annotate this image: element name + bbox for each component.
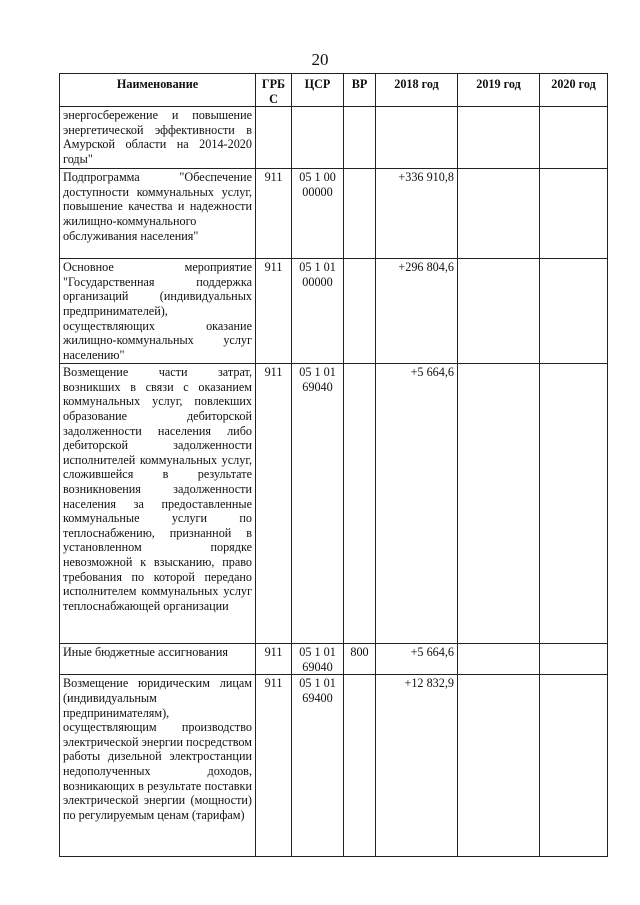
header-csr: ЦСР bbox=[292, 74, 344, 107]
header-name: Наименование bbox=[60, 74, 256, 107]
page-number: 20 bbox=[311, 50, 329, 69]
row-2020 bbox=[540, 364, 608, 644]
row-name: Основное мероприятие "Государственная поддержка организаций (индивидуальных предпринимателей), осуществляющих оказание жилищно-коммунальных услуг населению" bbox=[60, 259, 256, 364]
row-grbs: 911 bbox=[256, 644, 292, 675]
row-grbs: 911 bbox=[256, 675, 292, 857]
row-2019 bbox=[458, 675, 540, 857]
row-name: Подпрограмма "Обеспечение доступности коммунальных услуг, повышение качества и надежности жилищно-коммунального обслуживания населения" bbox=[60, 169, 256, 259]
table-header-row bbox=[60, 74, 608, 107]
row-2020 bbox=[540, 169, 608, 259]
row-2018: +296 804,6 bbox=[376, 259, 458, 364]
row-name: Возмещение части затрат, возникших в связи с оказанием коммунальных услуг, повлекших образование дебиторской задолженности населения либо дебиторской задолженности исполнителей коммунальных услуг, сложившейся в результате возникновения задолженности населения за предоставленные коммунальные услуги по теплоснабжению, признанной в установленном порядке невозможной к взысканию, право требования по которой передано исполнителем коммунальных услуг теплоснабжающей организации bbox=[60, 364, 256, 644]
row-2019 bbox=[458, 364, 540, 644]
row-2020 bbox=[540, 259, 608, 364]
row-2018 bbox=[376, 107, 458, 169]
row-2018: +336 910,8 bbox=[376, 169, 458, 259]
header-2018: 2018 год bbox=[376, 74, 458, 107]
row-grbs bbox=[256, 107, 292, 169]
row-csr: 05 1 00 00000 bbox=[292, 169, 344, 259]
row-2018: +5 664,6 bbox=[376, 364, 458, 644]
row-vr bbox=[344, 107, 376, 169]
row-2018: +5 664,6 bbox=[376, 644, 458, 675]
table-row bbox=[60, 675, 608, 857]
table-row bbox=[60, 259, 608, 364]
row-csr: 05 1 01 69040 bbox=[292, 364, 344, 644]
budget-table bbox=[59, 73, 608, 857]
row-2020 bbox=[540, 107, 608, 169]
row-grbs: 911 bbox=[256, 364, 292, 644]
table-row bbox=[60, 364, 608, 644]
header-2019: 2019 год bbox=[458, 74, 540, 107]
row-name: Возмещение юридическим лицам (индивидуальным предпринимателям), осуществляющим производство электрической энергии посредством работы дизельной электростанции недополученных доходов, возникающих в результате поставки электрической энергии (мощности) по регулируемым ценам (тарифам) bbox=[60, 675, 256, 857]
row-grbs: 911 bbox=[256, 259, 292, 364]
table-row bbox=[60, 169, 608, 259]
row-2019 bbox=[458, 644, 540, 675]
header-vr: ВР bbox=[344, 74, 376, 107]
row-2019 bbox=[458, 107, 540, 169]
row-name: энергосбережение и повышение энергетической эффективности в Амурской области на 2014-2020 годы" bbox=[60, 107, 256, 169]
row-vr bbox=[344, 675, 376, 857]
row-vr: 800 bbox=[344, 644, 376, 675]
header-grbs: ГРБ С bbox=[256, 74, 292, 107]
row-grbs: 911 bbox=[256, 169, 292, 259]
table-row bbox=[60, 107, 608, 169]
row-2020 bbox=[540, 675, 608, 857]
table-row bbox=[60, 644, 608, 675]
row-2020 bbox=[540, 644, 608, 675]
row-vr bbox=[344, 169, 376, 259]
row-csr: 05 1 01 69040 bbox=[292, 644, 344, 675]
row-2019 bbox=[458, 259, 540, 364]
row-csr bbox=[292, 107, 344, 169]
row-vr bbox=[344, 364, 376, 644]
row-vr bbox=[344, 259, 376, 364]
row-2019 bbox=[458, 169, 540, 259]
header-2020: 2020 год bbox=[540, 74, 608, 107]
row-2018: +12 832,9 bbox=[376, 675, 458, 857]
row-name: Иные бюджетные ассигнования bbox=[60, 644, 256, 675]
row-csr: 05 1 01 69400 bbox=[292, 675, 344, 857]
row-csr: 05 1 01 00000 bbox=[292, 259, 344, 364]
